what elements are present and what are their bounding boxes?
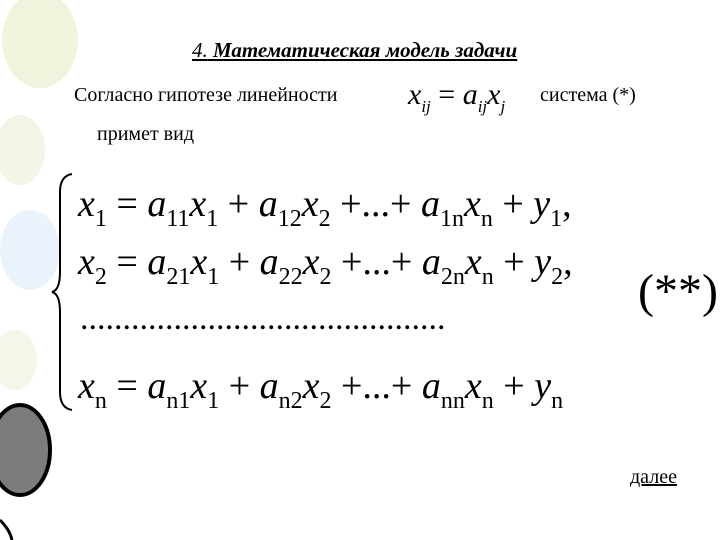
eq-subscript: 22 — [278, 264, 303, 290]
slide-title — [192, 38, 517, 63]
eq-symbol: x — [78, 241, 95, 283]
eq-subscript: 2 — [319, 388, 332, 414]
eq-subscript: 2n — [440, 264, 465, 290]
intro-text-right: система (*) — [540, 84, 636, 106]
eq-subscript: 2 — [94, 264, 107, 290]
eq-subscript: 1 — [550, 206, 563, 232]
eq-symbol: x — [78, 365, 95, 407]
eq-symbol: y — [534, 365, 552, 407]
eq-subscript: 1 — [207, 264, 220, 290]
eq-symbol: y — [533, 183, 551, 225]
eq-symbol: a — [259, 241, 279, 283]
eq-symbol: x — [190, 365, 208, 407]
eq-symbol: x — [189, 183, 207, 225]
title-number: 4. — [192, 38, 208, 62]
ellipsis-row: ........................................... — [80, 300, 446, 337]
eq-subscript: 2 — [318, 206, 331, 232]
eq-subscript: n — [480, 206, 493, 232]
eq-symbol: a — [147, 241, 167, 283]
equation-n: $x_n = a_{n1}x_1 + a_{n2}x_2$ +...+ $a_{nn}x_n + y_n$ — [78, 365, 564, 414]
balloon-string — [0, 520, 12, 540]
eq-symbol: x — [463, 183, 481, 225]
eq-subscript: n — [481, 264, 494, 290]
balloon-shape — [0, 115, 45, 185]
system-tag: (**) — [638, 265, 718, 318]
equation-2: $x_2 = a_{21}x_1 + a_{22}x_2$ +...+ $a_{2n}x_n + y_2$, — [78, 241, 573, 290]
eq-symbol: a — [420, 183, 440, 225]
eq-symbol: x — [190, 241, 208, 283]
eq-subscript: nn — [440, 388, 465, 414]
eq-subscript: 11 — [166, 206, 190, 232]
balloon-shape — [0, 330, 37, 390]
eq-symbol: x — [301, 183, 319, 225]
eq-dots: +...+ — [341, 365, 413, 407]
eq-subscript: n — [481, 388, 494, 414]
eq-comma: , — [562, 183, 572, 225]
eq-subscript: 21 — [166, 264, 191, 290]
eq-symbol: x — [78, 183, 95, 225]
equation-1: $x_1 = a_{11}x_1 + a_{12}x_2$ +...+ $a_{1n}x_n + y_1$, — [78, 183, 572, 232]
left-brace — [50, 172, 80, 412]
eq-subscript: 1 — [94, 206, 107, 232]
eq-symbol: x — [464, 365, 482, 407]
balloon-shape — [0, 405, 50, 495]
eq-symbol: x — [302, 365, 320, 407]
eq-symbol: x — [302, 241, 320, 283]
eq-subscript: 12 — [277, 206, 302, 232]
eq-subscript: 1 — [207, 388, 220, 414]
eq-subscript: 2 — [551, 264, 564, 290]
eq-comma: , — [563, 241, 573, 283]
balloon-shape — [2, 0, 78, 88]
formula-equals: = — [438, 78, 456, 111]
formula-subscript: ij — [477, 97, 488, 116]
formula-symbol: a — [462, 78, 478, 111]
eq-symbol: a — [147, 183, 167, 225]
linearity-formula — [408, 78, 506, 116]
eq-subscript: n2 — [278, 388, 303, 414]
eq-symbol: a — [258, 183, 278, 225]
formula-symbol: x — [408, 78, 422, 111]
title-text: Математическая модель задачи — [213, 38, 518, 62]
eq-symbol: x — [464, 241, 482, 283]
eq-subscript: n — [94, 388, 107, 414]
eq-subscript: n — [551, 388, 564, 414]
formula-subscript: j — [500, 97, 506, 116]
eq-subscript: 1 — [206, 206, 219, 232]
eq-subscript: 1n — [439, 206, 464, 232]
intro-text-second-line: примет вид — [97, 123, 195, 145]
eq-dots: +...+ — [340, 183, 412, 225]
eq-subscript: 2 — [319, 264, 332, 290]
eq-symbol: a — [421, 365, 441, 407]
intro-text-left: Согласно гипотезе линейности — [74, 84, 338, 106]
eq-symbol: y — [534, 241, 552, 283]
eq-symbol: a — [421, 241, 441, 283]
formula-symbol: x — [487, 78, 501, 111]
next-link[interactable]: далее — [630, 466, 677, 488]
eq-dots: +...+ — [341, 241, 413, 283]
eq-symbol: a — [259, 365, 279, 407]
formula-subscript: ij — [421, 97, 431, 116]
eq-symbol: a — [147, 365, 167, 407]
eq-subscript: n1 — [166, 388, 191, 414]
